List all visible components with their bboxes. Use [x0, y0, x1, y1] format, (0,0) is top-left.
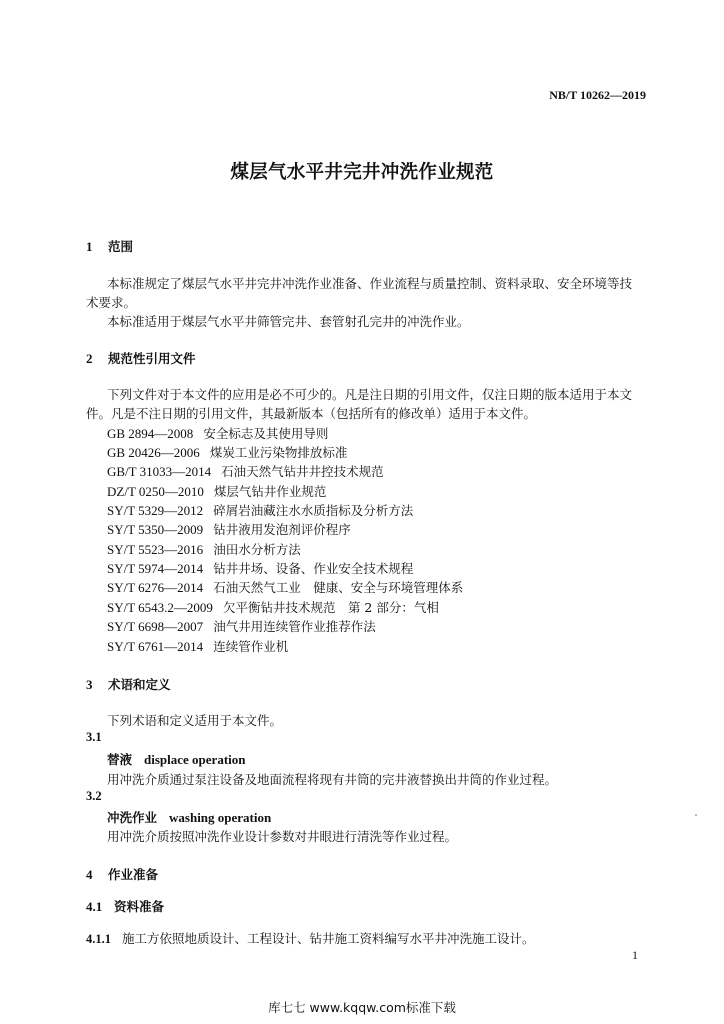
scan-speck [695, 814, 697, 816]
subsection-4-1-heading [86, 897, 164, 915]
reference-item [107, 520, 351, 538]
reference-code: SY/T 5350—2009 [107, 522, 204, 537]
term-english: displace operation [144, 752, 246, 767]
term-entry [107, 750, 246, 768]
section-4-heading [86, 865, 158, 883]
reference-title: 煤层气钻井作业规范 [213, 484, 327, 499]
reference-title: 石油天然气工业 健康、安全与环境管理体系 [213, 580, 464, 595]
reference-title: 欠平衡钻井技术规范 第 2 部分：气相 [222, 600, 439, 615]
scope-paragraph-line1: 本标准规定了煤层气水平井完井冲洗作业准备、作业流程与质量控制、资料录取、安全环境等技 [107, 276, 633, 291]
section-1-heading [86, 237, 133, 255]
reference-code: DZ/T 0250—2010 [107, 484, 204, 499]
reference-title: 钻井井场、设备、作业安全技术规程 [213, 561, 414, 576]
reference-code: GB 2894—2008 [107, 426, 194, 441]
clause-text: 施工方依照地质设计、工程设计、钻井施工资料编写水平井冲洗施工设计。 [122, 931, 535, 946]
section-number: 3 [86, 677, 93, 692]
reference-code: SY/T 6276—2014 [107, 580, 204, 595]
reference-title: 石油天然气钻井井控技术规范 [221, 464, 384, 479]
section-number: 1 [86, 239, 93, 254]
reference-item [107, 617, 376, 635]
section-3-heading [86, 675, 171, 693]
section-number: 4 [86, 867, 93, 882]
section-title: 作业准备 [108, 867, 159, 882]
reference-item [107, 443, 347, 461]
reference-code: SY/T 6698—2007 [107, 619, 204, 634]
reference-title: 煤炭工业污染物排放标准 [209, 445, 348, 460]
reference-title: 钻井液用发泡剂评价程序 [213, 522, 351, 537]
reference-item [107, 462, 384, 480]
reference-item [107, 578, 463, 596]
reference-code: SY/T 5329—2012 [107, 503, 204, 518]
reference-title: 碎屑岩油藏注水水质指标及分析方法 [213, 503, 414, 518]
standard-number: NB/T 10262—2019 [549, 88, 646, 102]
reference-title: 油气井用连续管作业推荐作法 [213, 619, 376, 634]
term-chinese: 替液 [107, 752, 133, 767]
references-intro-line2: 件。凡是不注日期的引用文件，其最新版本（包括所有的修改单）适用于本文件。 [86, 406, 537, 421]
term-definition: 用冲洗介质通过泵注设备及地面流程将现有井筒的完井液替换出井筒的作业过程。 [107, 772, 558, 787]
term-definition: 用冲洗介质按照冲洗作业设计参数对井眼进行清洗等作业过程。 [107, 829, 458, 844]
term-english: washing operation [169, 810, 272, 825]
section-number: 2 [86, 351, 93, 366]
section-2-heading [86, 349, 196, 367]
reference-item [107, 424, 328, 442]
section-title: 术语和定义 [108, 677, 171, 692]
reference-item [107, 637, 288, 655]
section-title: 规范性引用文件 [108, 351, 196, 366]
scope-paragraph-line2: 术要求。 [86, 295, 137, 310]
reference-title: 安全标志及其使用导则 [203, 426, 329, 441]
reference-item [107, 598, 439, 616]
reference-code: SY/T 6543.2—2009 [107, 600, 213, 615]
reference-code: SY/T 6761—2014 [107, 639, 204, 654]
reference-title: 连续管作业机 [213, 639, 289, 654]
term-entry [107, 808, 271, 826]
reference-code: GB/T 31033—2014 [107, 464, 212, 479]
subsection-title: 资料准备 [114, 899, 165, 914]
term-number: 3.2 [86, 789, 102, 803]
page-number: 1 [632, 948, 638, 962]
reference-code: SY/T 5523—2016 [107, 542, 204, 557]
document-title: 煤层气水平井完井冲洗作业规范 [230, 162, 494, 183]
reference-item [107, 540, 301, 558]
term-chinese: 冲洗作业 [107, 810, 158, 825]
reference-code: SY/T 5974—2014 [107, 561, 204, 576]
term-number: 3.1 [86, 730, 102, 744]
clause-number: 4.1.1 [86, 932, 111, 946]
references-intro-line1: 下列文件对于本文件的应用是必不可少的。凡是注日期的引用文件，仅注日期的版本适用于本文 [107, 387, 633, 402]
reference-item [107, 501, 413, 519]
reference-title: 油田水分析方法 [213, 542, 301, 557]
scope-applicability: 本标准适用于煤层气水平井筛管完井、套管射孔完井的冲洗作业。 [107, 314, 470, 329]
section-title: 范围 [108, 239, 134, 254]
reference-item [107, 559, 413, 577]
reference-item [107, 482, 326, 500]
reference-code: GB 20426—2006 [107, 445, 200, 460]
clause-4-1-1 [86, 929, 535, 947]
footer-watermark: 库七七 www.kqqw.com标准下载 [268, 1000, 456, 1015]
terms-intro: 下列术语和定义适用于本文件。 [107, 713, 283, 728]
subsection-number: 4.1 [86, 899, 103, 914]
